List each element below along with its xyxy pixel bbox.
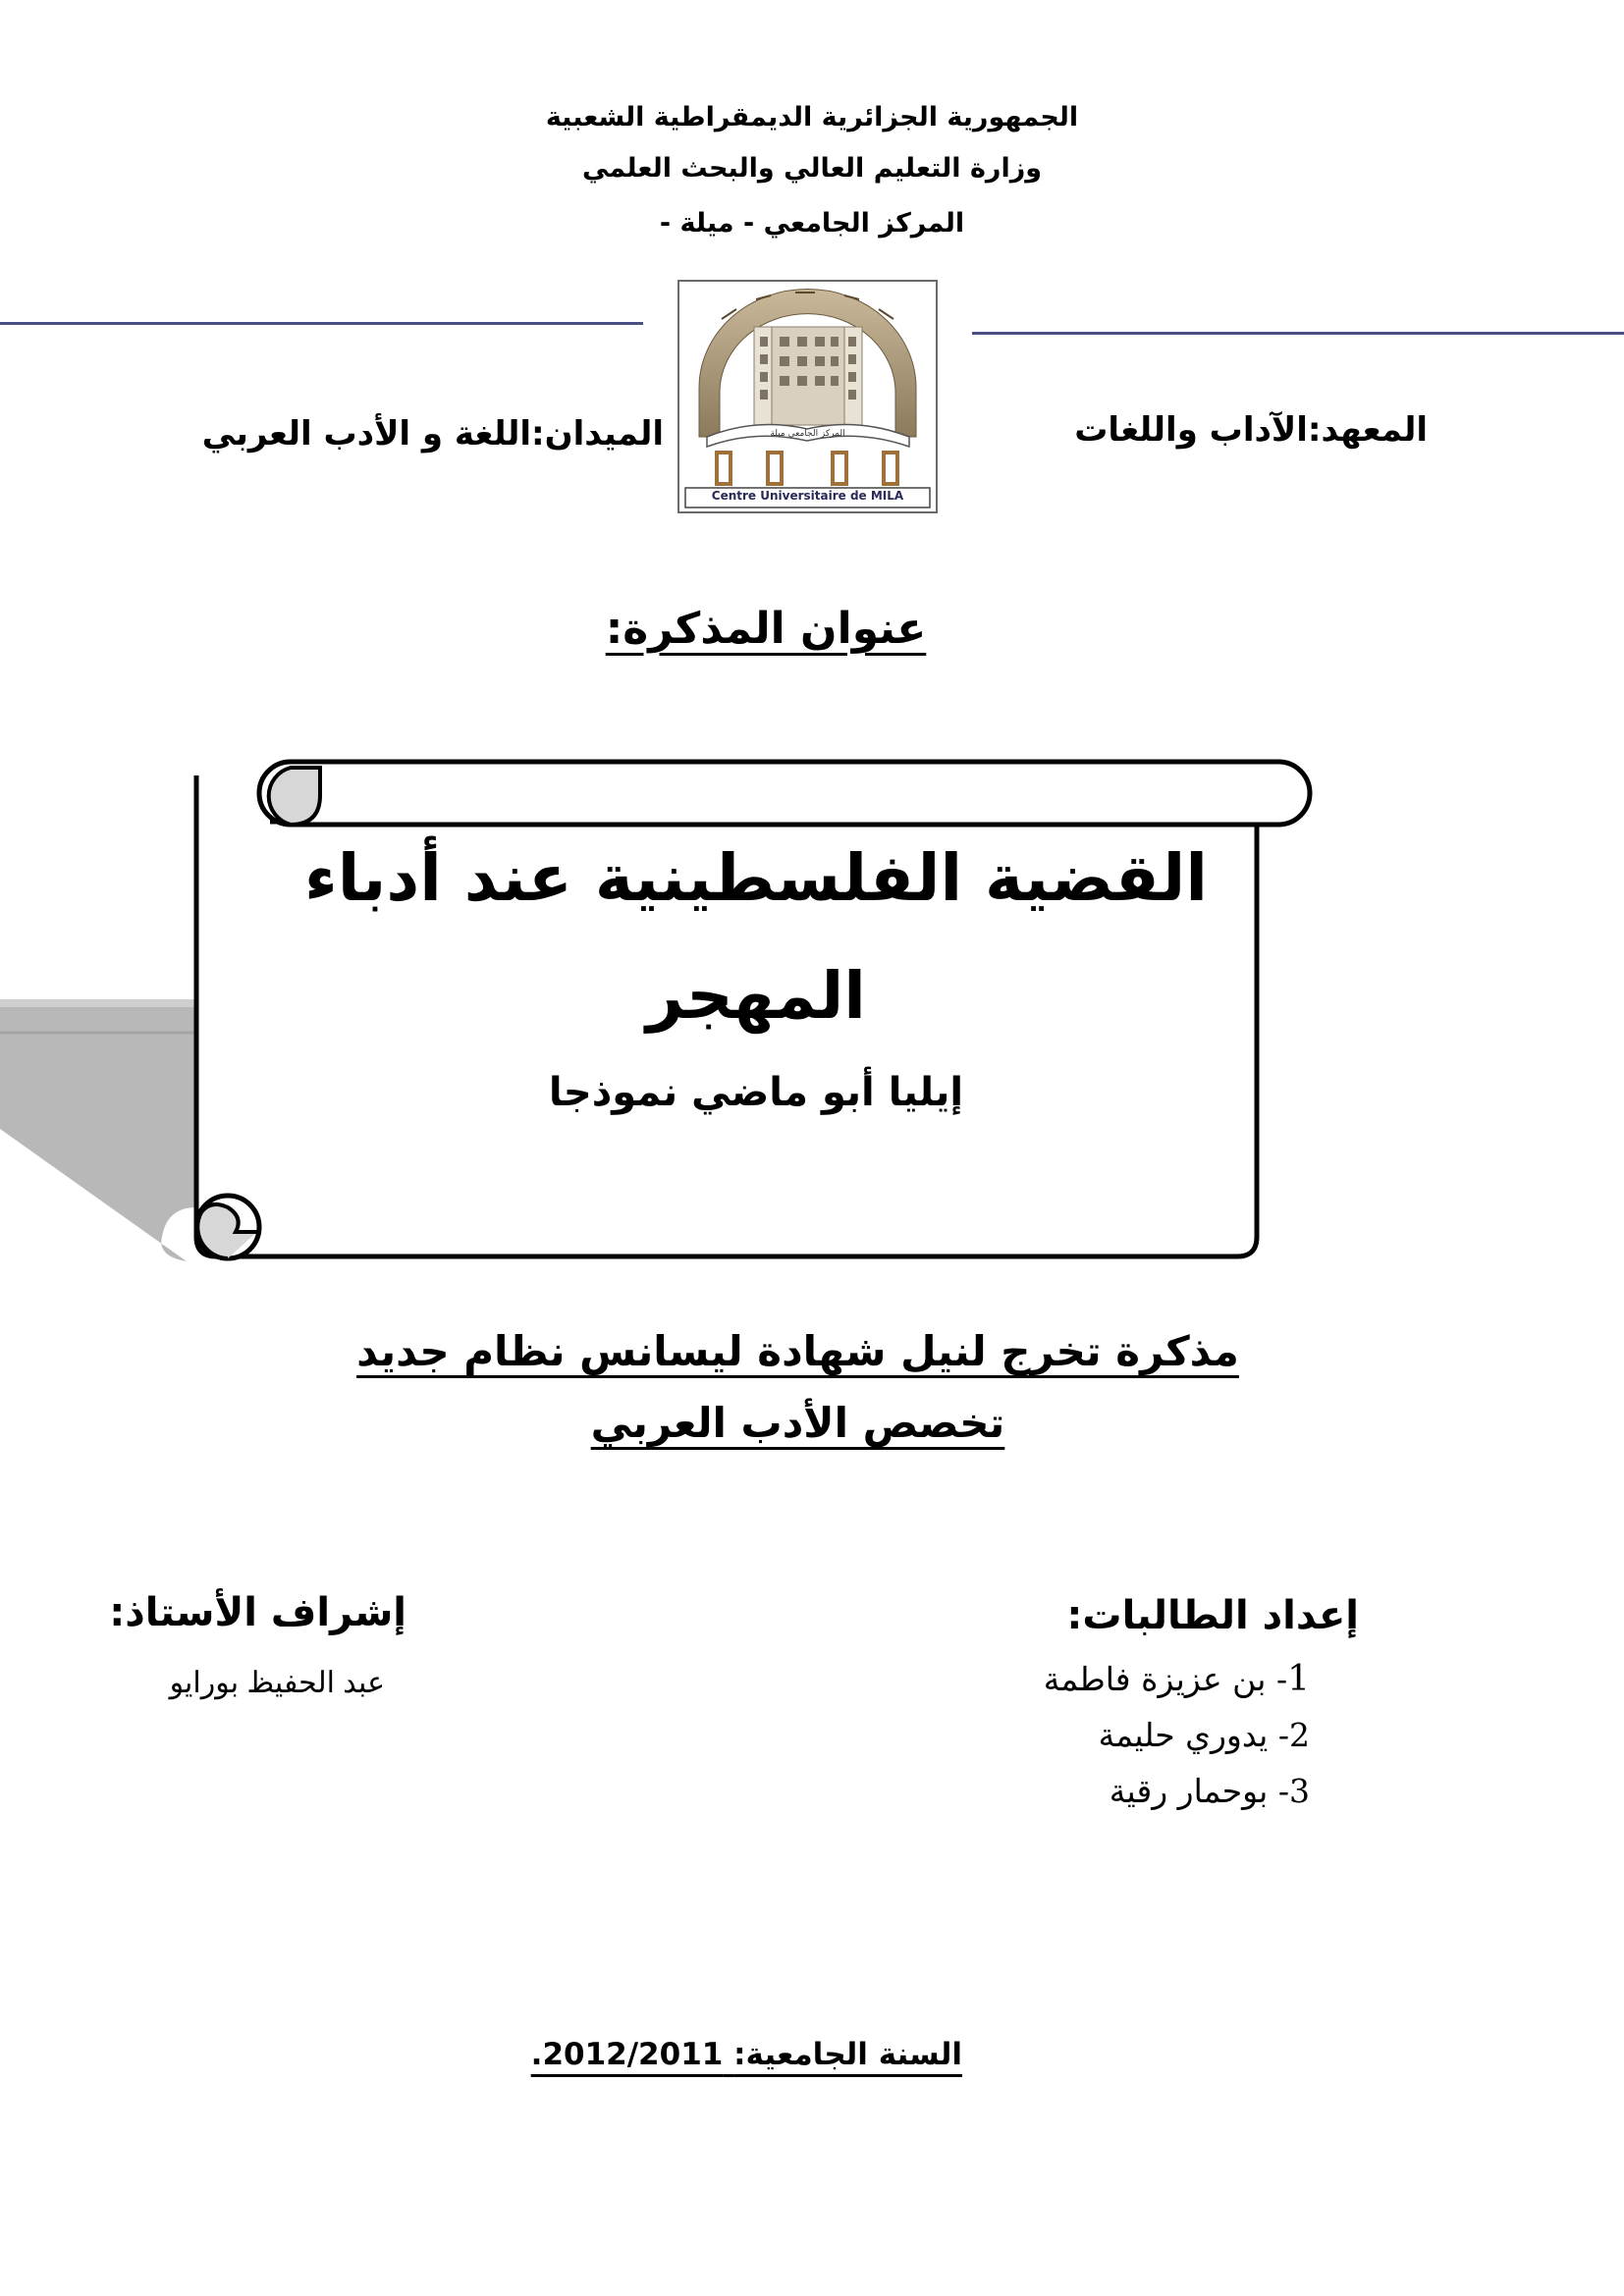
field-label: الميدان:اللغة و الأدب العربي — [201, 414, 664, 454]
thesis-subtitle: إيليا أبو ماضي نموذجا — [548, 1070, 964, 1115]
academic-year-label: السنة الجامعية: — [733, 2037, 962, 2072]
university-logo — [677, 280, 938, 513]
thesis-title-line2: المهجر — [646, 958, 866, 1034]
student-item-3: 3- بوحمار رقية — [1109, 1772, 1310, 1810]
header-line-center: المركز الجامعي - ميلة - — [659, 208, 965, 239]
students-label: إعداد الطالبات: — [1066, 1593, 1359, 1638]
student-item-2: 2- يدوري حليمة — [1098, 1716, 1310, 1754]
logo-arabic-text: المركز الجامعي ميلة — [770, 429, 845, 439]
header-rule-right — [972, 332, 1624, 335]
supervisor-label: إشراف الأستاذ: — [109, 1590, 406, 1635]
institute-label: المعهد:الآداب واللغات — [1074, 410, 1428, 450]
student-name: بن عزيزة فاطمة — [1043, 1660, 1267, 1698]
academic-year-value: 2012/2011. — [530, 2037, 724, 2072]
student-name: يدوري حليمة — [1098, 1716, 1269, 1754]
header-rule-left — [0, 322, 643, 325]
logo-graphic — [677, 280, 938, 513]
student-name: بوحمار رقية — [1109, 1772, 1269, 1810]
header-line-republic: الجمهورية الجزائرية الديمقراطية الشعبية — [545, 102, 1079, 133]
degree-line1: مذكرة تخرج لنيل شهادة ليسانس نظام جديد — [356, 1327, 1239, 1375]
memo-title-label: عنوان المذكرة: — [605, 604, 927, 654]
degree-line2: تخصص الأدب العربي — [590, 1399, 1005, 1447]
academic-year — [530, 2037, 962, 2072]
supervisor-name: عبد الحفيظ بورايو — [169, 1667, 385, 1699]
student-number: 3 — [1289, 1772, 1310, 1810]
student-number: 1 — [1287, 1659, 1310, 1699]
logo-french-text: Centre Universitaire de MILA — [711, 489, 904, 503]
student-number: 2 — [1289, 1716, 1310, 1754]
thesis-title-line1: القضية الفلسطينية عند أدباء — [304, 840, 1208, 916]
student-item-1: 1- بن عزيزة فاطمة — [1043, 1659, 1310, 1699]
header-line-ministry: وزارة التعليم العالي والبحث العلمي — [581, 153, 1043, 184]
